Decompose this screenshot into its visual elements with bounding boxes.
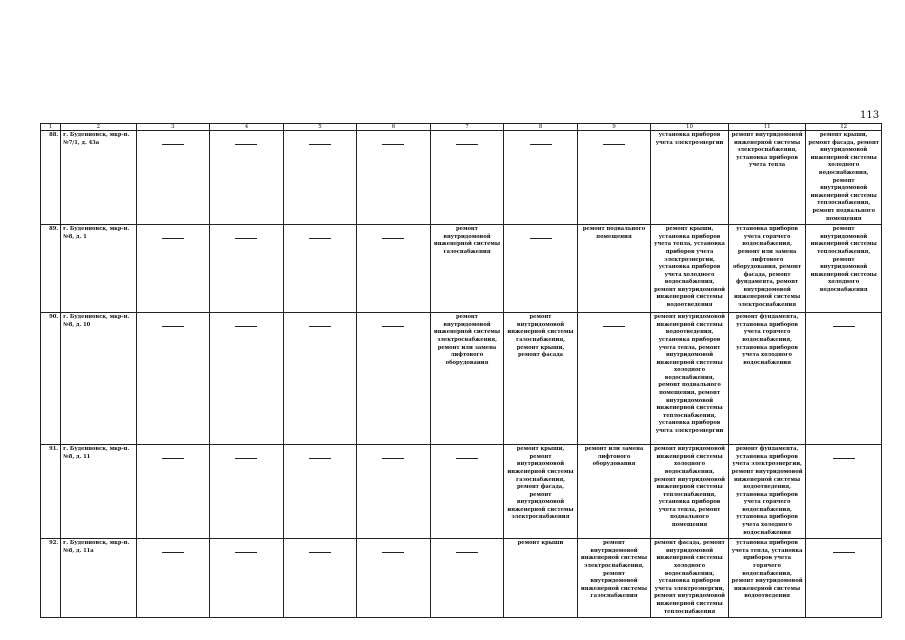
address-cell: г. Буденновск, мкр-н. №8, д. 1 [61, 225, 137, 313]
dash-mark [382, 458, 404, 459]
empty-cell [357, 131, 431, 225]
column-number: 7 [430, 124, 504, 131]
table-row [41, 225, 882, 313]
column-number: 2 [61, 124, 137, 131]
dash-mark [235, 326, 257, 327]
empty-cell [283, 225, 357, 313]
work-cell: ремонт внутридомовой инженерной системы электроснабжения, установка приборов учета тепла [728, 131, 806, 225]
address-cell: г. Буденновск, мкр-н. №7/1, д. 43а [61, 131, 137, 225]
empty-cell [210, 539, 284, 618]
dash-mark [309, 326, 331, 327]
empty-cell [430, 131, 504, 225]
dash-mark [833, 552, 855, 553]
address-cell: г. Буденновск, мкр-н. №8, д. 10 [61, 313, 137, 445]
dash-mark [162, 326, 184, 327]
work-cell: ремонт подвального помещения [577, 225, 651, 313]
dash-mark [309, 552, 331, 553]
work-cell: установка приборов учета тепла, установка приборов учета горячего водоснабжения, ремонт внутридомовой инженерной системы водоотведения [728, 539, 806, 618]
dash-mark [309, 144, 331, 145]
dash-mark [235, 458, 257, 459]
empty-cell [357, 539, 431, 618]
empty-cell [136, 539, 210, 618]
row-number: 90. [41, 313, 61, 445]
row-number: 89. [41, 225, 61, 313]
empty-cell [806, 313, 882, 445]
empty-cell [357, 313, 431, 445]
column-number: 3 [136, 124, 210, 131]
empty-cell [577, 131, 651, 225]
dash-mark [833, 458, 855, 459]
table-row [41, 539, 882, 618]
work-cell: установка приборов учета электроэнергии [651, 131, 729, 225]
work-cell: ремонт фундамента, установка приборов учета горячего водоснабжения, установка приборов учета холодного водоснабжения [728, 313, 806, 445]
row-number: 92. [41, 539, 61, 618]
empty-cell [504, 131, 578, 225]
table-row [41, 131, 882, 225]
column-number: 5 [283, 124, 357, 131]
empty-cell [283, 131, 357, 225]
empty-cell [210, 445, 284, 539]
work-cell: ремонт крыши [504, 539, 578, 618]
table-row [41, 313, 882, 445]
address-cell: г. Буденновск, мкр-н. №8, д. 11а [61, 539, 137, 618]
dash-mark [456, 552, 478, 553]
dash-mark [382, 326, 404, 327]
empty-cell [283, 313, 357, 445]
work-cell: ремонт внутридомовой инженерной системы теплоснабжения, ремонт внутридомовой инженерной системы холодного водоснабжения [806, 225, 882, 313]
dash-mark [603, 326, 625, 327]
work-cell: ремонт фасада, ремонт внутридомовой инженерной системы холодного водоснабжения, установка приборов учета электроэнергии, ремонт внутридомовой инженерной системы теплоснабжения [651, 539, 729, 618]
empty-cell [210, 131, 284, 225]
dash-mark [235, 238, 257, 239]
column-number: 11 [728, 124, 806, 131]
work-cell: ремонт внутридомовой инженерной системы холодного водоснабжения, ремонт внутридомовой инженерной системы теплоснабжения, установка приборов учета тепла, ремонт подвального помещения [651, 445, 729, 539]
column-number: 6 [357, 124, 431, 131]
work-cell: ремонт внутридомовой инженерной системы электроснабжения, ремонт внутридомовой инженерной системы газоснабжения [577, 539, 651, 618]
empty-cell [577, 313, 651, 445]
dash-mark [603, 144, 625, 145]
empty-cell [136, 131, 210, 225]
column-number: 8 [504, 124, 578, 131]
dash-mark [309, 238, 331, 239]
empty-cell [357, 225, 431, 313]
dash-mark [235, 144, 257, 145]
column-number-row [41, 124, 882, 131]
dash-mark [309, 458, 331, 459]
empty-cell [136, 313, 210, 445]
work-cell: ремонт фундамента, установка приборов учета электроэнергии, ремонт внутридомовой инженерной системы водоотведения, установка приборов учета горячего водоснабжения, установка приборов учета холодного водоснабжения [728, 445, 806, 539]
empty-cell [806, 539, 882, 618]
row-number: 88. [41, 131, 61, 225]
repair-schedule-table [40, 123, 882, 618]
empty-cell [357, 445, 431, 539]
dash-mark [456, 458, 478, 459]
work-cell: ремонт или замена лифтового оборудования [577, 445, 651, 539]
empty-cell [430, 445, 504, 539]
work-cell: ремонт внутридомовой инженерной системы электроснабжения, ремонт или замена лифтового оборудования [430, 313, 504, 445]
work-cell: ремонт внутридомовой инженерной системы газоснабжения, ремонт крыши, ремонт фасада [504, 313, 578, 445]
empty-cell [283, 539, 357, 618]
dash-mark [833, 326, 855, 327]
work-cell: ремонт крыши, ремонт внутридомовой инженерной системы газоснабжения, ремонт фасада, ремонт внутридомовой инженерной системы электроснабжения [504, 445, 578, 539]
empty-cell [430, 539, 504, 618]
empty-cell [504, 225, 578, 313]
dash-mark [382, 238, 404, 239]
dash-mark [162, 458, 184, 459]
column-number: 10 [651, 124, 729, 131]
column-number: 9 [577, 124, 651, 131]
empty-cell [210, 225, 284, 313]
work-cell: ремонт крыши, ремонт фасада, ремонт внутридомовой инженерной системы холодного водоснабжения, ремонт внутридомовой инженерной системы теплоснабжения, ремонт подвального помещения [806, 131, 882, 225]
table-row [41, 445, 882, 539]
empty-cell [136, 225, 210, 313]
address-cell: г. Буденновск, мкр-н. №8, д. 11 [61, 445, 137, 539]
dash-mark [162, 144, 184, 145]
work-cell: ремонт крыши, установка приборов учета тепла, установка приборов учета электроэнергии, установка приборов учета холодного водоснабжения, ремонт внутридомовой инженерной системы водоотведения [651, 225, 729, 313]
column-number: 1 [41, 124, 61, 131]
work-cell: ремонт внутридомовой инженерной системы водоотведения, установка приборов учета тепла, ремонт внутридомовой инженерной системы холодного водоснабжения, ремонт подвального помещения, ремонт внутридомовой инженерной системы теплоснабжения, установка приборов учета электроэнергии [651, 313, 729, 445]
empty-cell [283, 445, 357, 539]
dash-mark [456, 144, 478, 145]
dash-mark [235, 552, 257, 553]
row-number: 91. [41, 445, 61, 539]
work-cell: установка приборов учета горячего водоснабжения, ремонт или замена лифтового оборудования, ремонт фасада, ремонт фундамента, ремонт внутридомовой инженерной системы электроснабжения [728, 225, 806, 313]
dash-mark [162, 552, 184, 553]
page-number: 113 [860, 110, 880, 121]
dash-mark [382, 144, 404, 145]
empty-cell [806, 445, 882, 539]
empty-cell [136, 445, 210, 539]
empty-cell [210, 313, 284, 445]
dash-mark [530, 238, 552, 239]
dash-mark [382, 552, 404, 553]
dash-mark [162, 238, 184, 239]
dash-mark [530, 144, 552, 145]
column-number: 4 [210, 124, 284, 131]
column-number: 12 [806, 124, 882, 131]
work-cell: ремонт внутридомовой инженерной системы газоснабжения [430, 225, 504, 313]
